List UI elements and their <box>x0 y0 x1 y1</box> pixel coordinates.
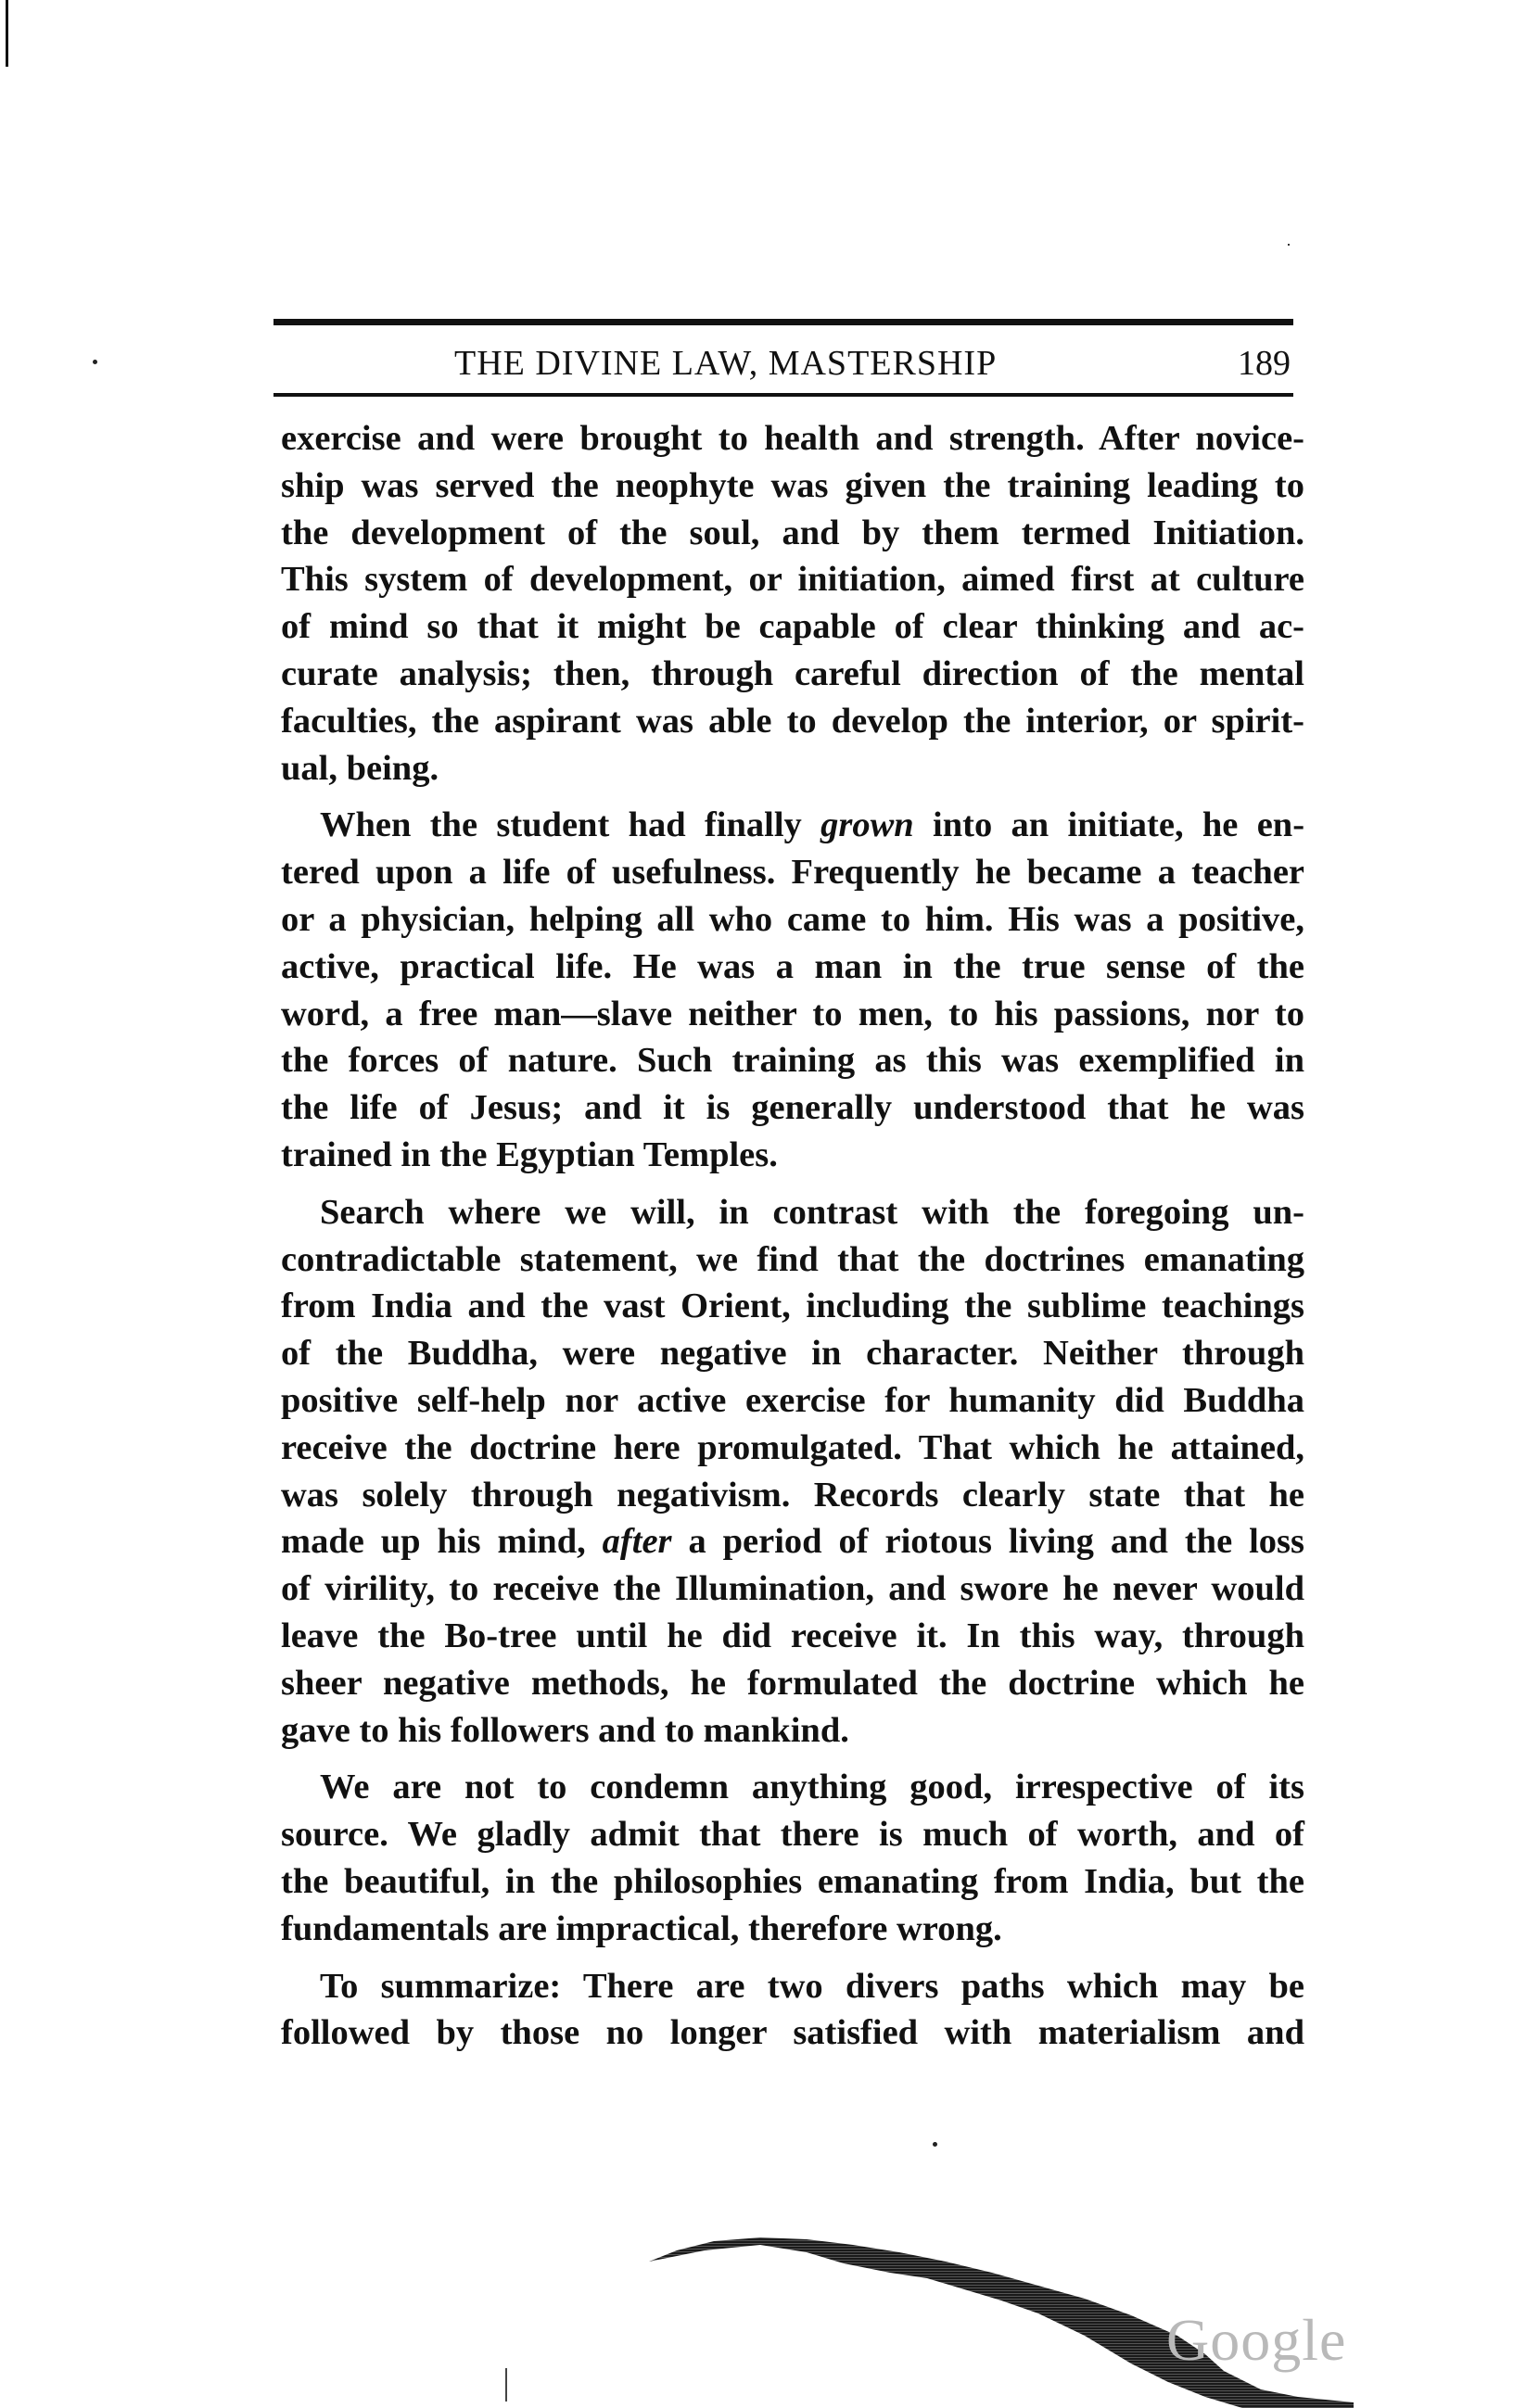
text-line: faculties, the aspirant was able to develop the interior, or spirit- <box>281 701 1304 741</box>
text-line: the beautiful, in the philosophies emanating from India, but the <box>281 1861 1304 1901</box>
text-line: or a physician, helping all who came to him. His was a positive, <box>281 899 1304 939</box>
text-line: curate analysis; then, through careful direction of the mental <box>281 653 1304 693</box>
watermark-logo: Google <box>1166 2307 1347 2373</box>
text-line: contradictable statement, we find that the doctrines emanating <box>281 1239 1304 1279</box>
scan-speck <box>93 360 97 364</box>
text-line: the forces of nature. Such training as this was exemplified in <box>281 1041 1304 1081</box>
running-head <box>278 339 1291 387</box>
body-text <box>281 415 1304 2057</box>
text-line: of virility, to receive the Illumination, and swore he never would <box>281 1569 1304 1609</box>
paragraph-3 <box>281 1189 1304 1755</box>
text-line: from India and the vast Orient, including the sublime teachings <box>281 1286 1304 1326</box>
header-rule-top <box>273 319 1293 325</box>
page-number: 189 <box>1238 344 1291 383</box>
scan-edge-mark <box>505 2368 507 2402</box>
text-line: followed by those no longer satisfied with materialism and <box>281 2013 1304 2053</box>
text-line <box>281 1518 1304 1565</box>
scan-speck <box>1288 244 1290 246</box>
text-line: the development of the soul, and by them termed Initiation. <box>281 513 1304 552</box>
text-line: exercise and were brought to health and strength. After novice- <box>281 419 1304 458</box>
text-line: the life of Jesus; and it is generally understood that he was <box>281 1088 1304 1128</box>
text-line <box>281 802 1304 849</box>
text-line: leave the Bo-tree until he did receive it. In this way, through <box>281 1616 1304 1655</box>
text-line: positive self-help nor active exercise for humanity did Buddha <box>281 1380 1304 1420</box>
text-run: made up his mind, <box>281 1522 586 1562</box>
emphasis-word: grown <box>820 805 914 845</box>
running-title: THE DIVINE LAW, MASTERSHIP <box>454 344 998 383</box>
text-line: ual, being. <box>281 748 439 788</box>
text-line: Search where we will, in contrast with the foregoing un- <box>320 1192 1304 1232</box>
text-line: was solely through negativism. Records clearly state that he <box>281 1475 1304 1515</box>
text-run: When the student had finally <box>320 805 802 845</box>
text-line: active, practical life. He was a man in the true sense of the <box>281 946 1304 986</box>
paragraph-5 <box>281 1963 1304 2058</box>
text-line: of the Buddha, were negative in character. Neither through <box>281 1334 1304 1374</box>
paragraph-1 <box>281 415 1304 792</box>
scan-speck <box>933 2142 937 2147</box>
text-line: trained in the Egyptian Temples. <box>281 1134 778 1174</box>
text-line: We are not to condemn anything good, irrespective of its <box>320 1768 1304 1807</box>
paragraph-2 <box>281 802 1304 1178</box>
text-run: into an initiate, he en- <box>933 805 1305 845</box>
text-line: of mind so that it might be capable of clear thinking and ac- <box>281 607 1304 647</box>
text-run: a period of riotous living and the loss <box>688 1522 1305 1562</box>
text-line: tered upon a life of usefulness. Frequently he became a teacher <box>281 853 1304 893</box>
text-line: fundamentals are impractical, therefore wrong. <box>281 1908 1002 1948</box>
paragraph-4 <box>281 1764 1304 1952</box>
text-line: This system of development, or initiation, aimed first at culture <box>281 560 1304 600</box>
text-line: source. We gladly admit that there is much of worth, and of <box>281 1815 1304 1855</box>
header-rule-bottom <box>273 393 1293 397</box>
emphasis-word: after <box>602 1522 672 1562</box>
text-line: sheer negative methods, he formulated the doctrine which he <box>281 1663 1304 1703</box>
text-line: To summarize: There are two divers paths which may be <box>320 1966 1304 2006</box>
scan-edge-mark <box>6 0 8 67</box>
text-line: gave to his followers and to mankind. <box>281 1710 849 1750</box>
text-line: word, a free man—slave neither to men, to his passions, nor to <box>281 994 1304 1033</box>
text-line: receive the doctrine here promulgated. That which he attained, <box>281 1427 1304 1467</box>
text-line: ship was served the neophyte was given the training leading to <box>281 465 1304 505</box>
